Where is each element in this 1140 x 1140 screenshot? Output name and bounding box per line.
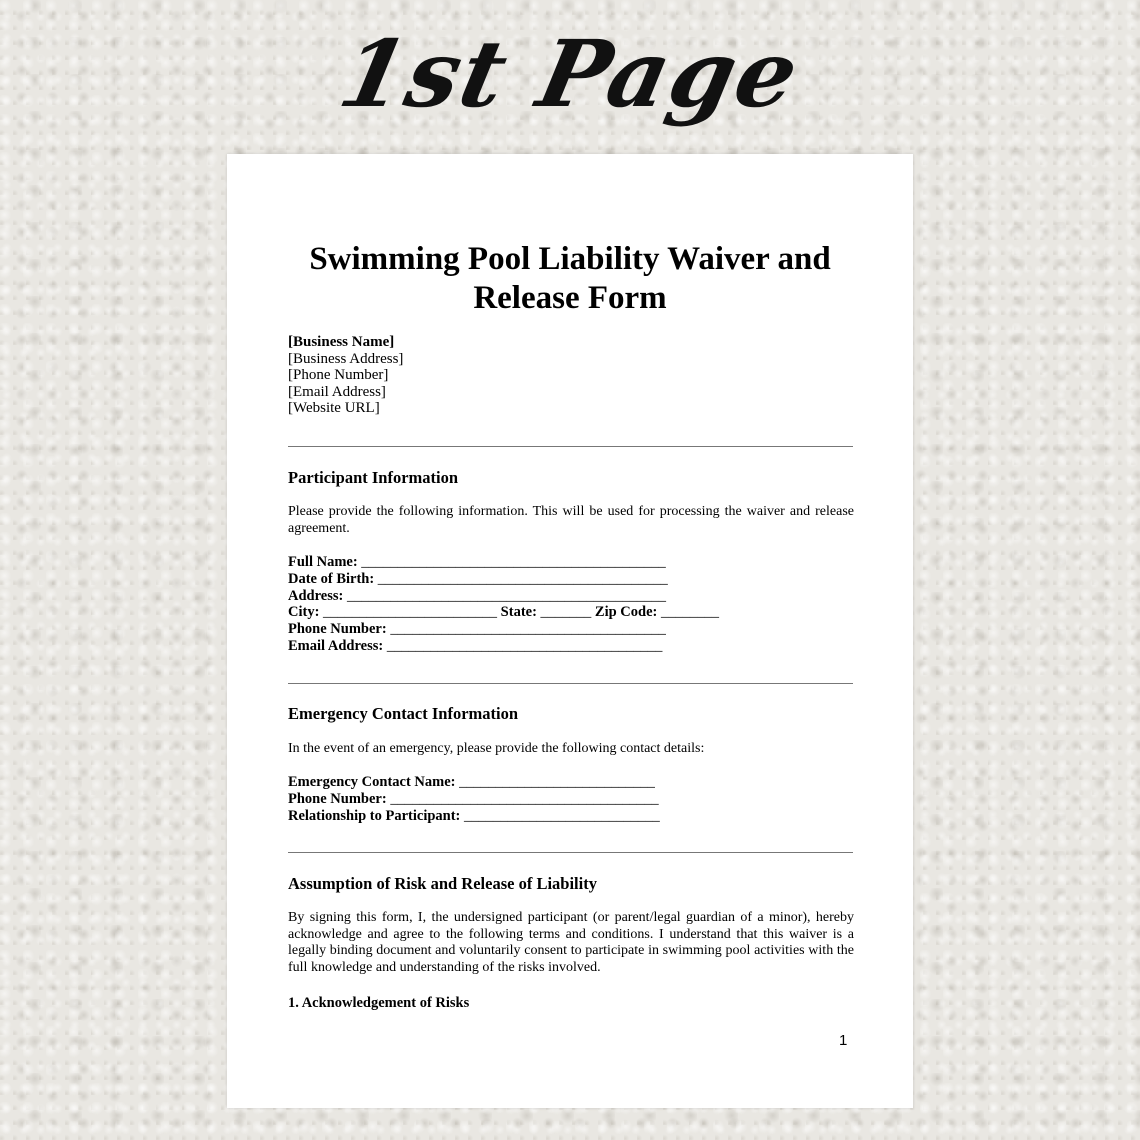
dob-blank[interactable]: ________________________________________: [377, 570, 668, 587]
address-label: Address:: [288, 587, 344, 604]
emergency-name-field[interactable]: [288, 774, 660, 791]
city-state-zip-row: [288, 604, 719, 621]
document-title-line-2: Release Form: [473, 280, 667, 316]
phone-field[interactable]: [288, 621, 719, 638]
business-address: [Business Address]: [288, 350, 404, 367]
participant-heading: Participant Information: [288, 468, 459, 487]
risk-subheading: 1. Acknowledgement of Risks: [288, 995, 470, 1011]
dob-label: Date of Birth:: [288, 570, 375, 587]
phone-label: Phone Number:: [288, 621, 387, 638]
document-title: [267, 240, 873, 318]
emergency-phone-blank[interactable]: _____________________________________: [390, 790, 659, 807]
business-phone: [Phone Number]: [288, 367, 389, 384]
participant-fields: [288, 554, 719, 655]
document-title-line-1: Swimming Pool Liability Waiver and: [309, 241, 831, 277]
emergency-name-blank[interactable]: ___________________________: [459, 774, 655, 790]
divider: [288, 683, 853, 684]
business-email: [Email Address]: [288, 383, 386, 400]
phone-blank[interactable]: ______________________________________: [390, 621, 666, 638]
dob-field[interactable]: [288, 571, 719, 588]
risk-body: By signing this form, I, the undersigned participant (or parent/legal guardian of a minor), hereby acknowledge and agree to the following terms and conditions. I understand that this waiver is a legally binding document and voluntarily consent to participate in swimming pool activities with the full knowledge and understanding of the risks involved.: [288, 910, 854, 975]
page-number: 1: [839, 1032, 848, 1049]
address-field[interactable]: [288, 588, 719, 605]
full-name-field[interactable]: [288, 554, 719, 571]
page-label-heading: 1st Page: [330, 20, 810, 128]
document-page: [227, 154, 913, 1108]
zip-label: Zip Code:: [594, 604, 658, 621]
relationship-field[interactable]: [288, 808, 660, 825]
participant-intro: Please provide the following information. This will be used for processing the waiver and release agreement.: [288, 504, 854, 536]
email-field[interactable]: [288, 638, 719, 655]
emergency-intro: In the event of an emergency, please provide the following contact details:: [288, 741, 705, 756]
emergency-name-label: Emergency Contact Name:: [288, 774, 456, 790]
zip-blank[interactable]: ________: [661, 604, 719, 621]
relationship-label: Relationship to Participant:: [288, 807, 461, 824]
risk-heading: Assumption of Risk and Release of Liability: [288, 874, 597, 893]
state-blank[interactable]: _______: [540, 604, 592, 621]
business-website: [Website URL]: [288, 400, 380, 417]
full-name-blank[interactable]: __________________________________________: [361, 554, 666, 570]
business-info-block: [288, 334, 403, 417]
email-label: Email Address:: [288, 637, 384, 654]
divider: [288, 446, 853, 447]
email-blank[interactable]: ______________________________________: [386, 637, 663, 654]
city-label: City:: [288, 604, 320, 621]
business-name: [Business Name]: [288, 334, 395, 350]
divider: [288, 852, 853, 853]
relationship-blank[interactable]: ___________________________: [464, 807, 660, 824]
emergency-fields: [288, 774, 660, 824]
emergency-phone-field[interactable]: [288, 791, 660, 808]
city-blank[interactable]: ________________________: [323, 604, 498, 621]
full-name-label: Full Name:: [288, 554, 358, 570]
state-label: State:: [500, 604, 537, 621]
emergency-heading: Emergency Contact Information: [288, 704, 519, 723]
emergency-phone-label: Phone Number:: [288, 790, 387, 807]
address-blank[interactable]: ____________________________________________: [346, 587, 666, 604]
